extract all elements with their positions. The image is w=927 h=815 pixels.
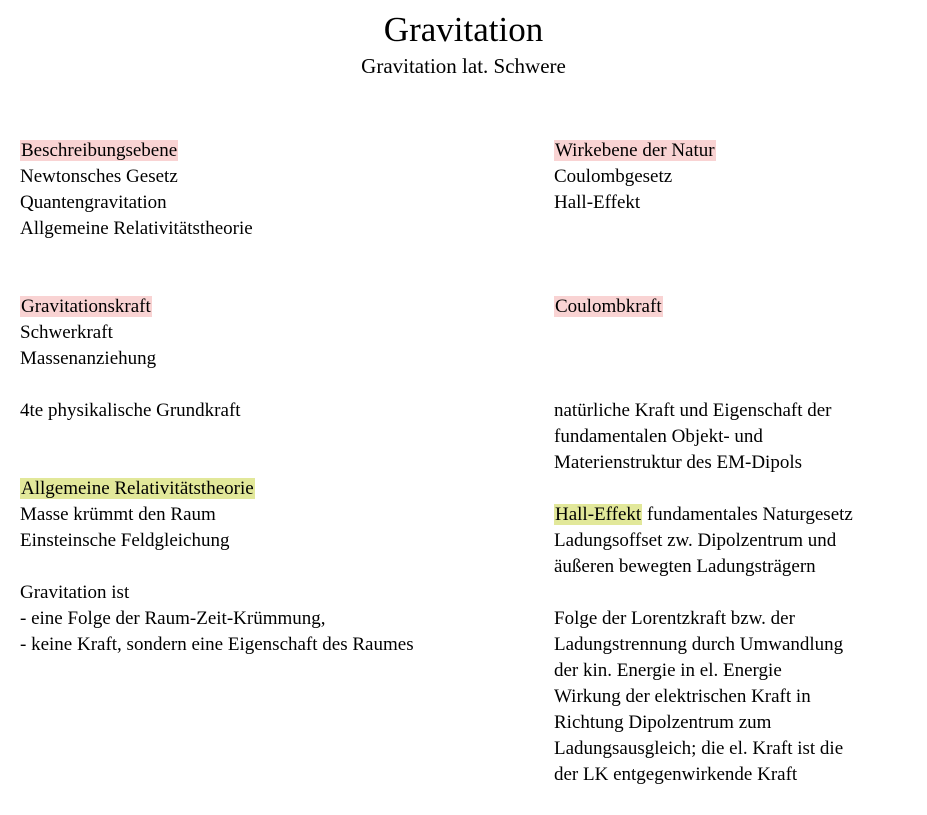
left-section-3 <box>20 476 533 658</box>
left-spacer-3 <box>20 424 533 476</box>
right-section-3-line-1: Ladungsoffset zw. Dipolzentrum und <box>554 530 837 551</box>
right-section-3-note-6: Ladungsausgleich; die el. Kraft ist die <box>554 738 844 759</box>
document-page <box>0 10 927 815</box>
left-section-1 <box>20 138 533 242</box>
left-section-1-heading-row <box>20 138 533 164</box>
right-section-3 <box>554 502 927 788</box>
left-section-3-note-3: - keine Kraft, sondern eine Eigenschaft des Raumes <box>20 634 414 655</box>
left-section-3-line-2: Einsteinsche Feldgleichung <box>20 530 230 551</box>
right-section-3-note-7: der LK entgegenwirkende Kraft <box>554 764 798 785</box>
left-section-2-line-2: Massenanziehung <box>20 348 157 369</box>
left-column <box>0 138 533 788</box>
left-section-2-heading: Gravitationskraft <box>21 296 151 317</box>
left-section-3-line-1: Masse krümmt den Raum <box>20 504 216 525</box>
left-section-2 <box>20 294 533 424</box>
right-section-2 <box>554 294 927 476</box>
page-subtitle: Gravitation lat. Schwere <box>361 54 566 78</box>
left-section-3-note-2: - eine Folge der Raum-Zeit-Krümmung, <box>20 608 326 629</box>
left-spacer-1 <box>20 242 533 294</box>
left-section-2-note: 4te physikalische Grundkraft <box>20 400 241 421</box>
left-section-1-line-1: Newtonsches Gesetz <box>20 166 178 187</box>
right-spacer-1 <box>554 216 927 294</box>
left-section-3-note-1: Gravitation ist <box>20 582 130 603</box>
left-spacer-2 <box>20 372 533 398</box>
right-section-1 <box>554 138 927 216</box>
right-spacer-3 <box>554 476 927 502</box>
right-section-3-note-3: der kin. Energie in el. Energie <box>554 660 782 681</box>
right-section-3-note-2: Ladungstrennung durch Umwandlung <box>554 634 844 655</box>
right-section-3-heading-row <box>554 502 927 528</box>
left-section-3-heading-row <box>20 476 533 502</box>
left-spacer-4 <box>20 554 533 580</box>
right-section-2-note-2: fundamentalen Objekt- und <box>554 426 763 447</box>
left-section-3-heading: Allgemeine Relativitätstheorie <box>21 478 254 499</box>
right-section-1-line-2: Hall-Effekt <box>554 192 641 213</box>
right-section-1-line-1: Coulombgesetz <box>554 166 673 187</box>
left-section-1-heading: Beschreibungsebene <box>21 140 178 161</box>
right-section-3-line-2: äußeren bewegten Ladungsträgern <box>554 556 816 577</box>
right-section-1-heading-row <box>554 138 927 164</box>
page-title: Gravitation <box>383 10 544 49</box>
right-spacer-4 <box>554 580 927 606</box>
left-section-2-line-1: Schwerkraft <box>20 322 113 343</box>
two-column-body <box>0 138 927 788</box>
right-section-2-note-1: natürliche Kraft und Eigenschaft der <box>554 400 832 421</box>
right-section-3-note-1: Folge der Lorentzkraft bzw. der <box>554 608 795 629</box>
right-section-2-heading-row <box>554 294 927 320</box>
left-section-2-heading-row <box>20 294 533 320</box>
right-section-3-heading-rest: fundamentales Naturgesetz <box>642 504 853 525</box>
right-section-3-heading: Hall-Effekt <box>555 504 642 525</box>
right-spacer-2 <box>554 320 927 398</box>
left-section-1-line-2: Quantengravitation <box>20 192 167 213</box>
right-section-3-note-5: Richtung Dipolzentrum zum <box>554 712 772 733</box>
right-section-1-heading: Wirkebene der Natur <box>555 140 715 161</box>
left-section-1-line-3: Allgemeine Relativitätstheorie <box>20 218 253 239</box>
right-section-2-note-3: Materienstruktur des EM-Dipols <box>554 452 803 473</box>
right-section-2-heading: Coulombkraft <box>555 296 662 317</box>
right-section-3-note-4: Wirkung der elektrischen Kraft in <box>554 686 811 707</box>
right-column <box>533 138 927 788</box>
